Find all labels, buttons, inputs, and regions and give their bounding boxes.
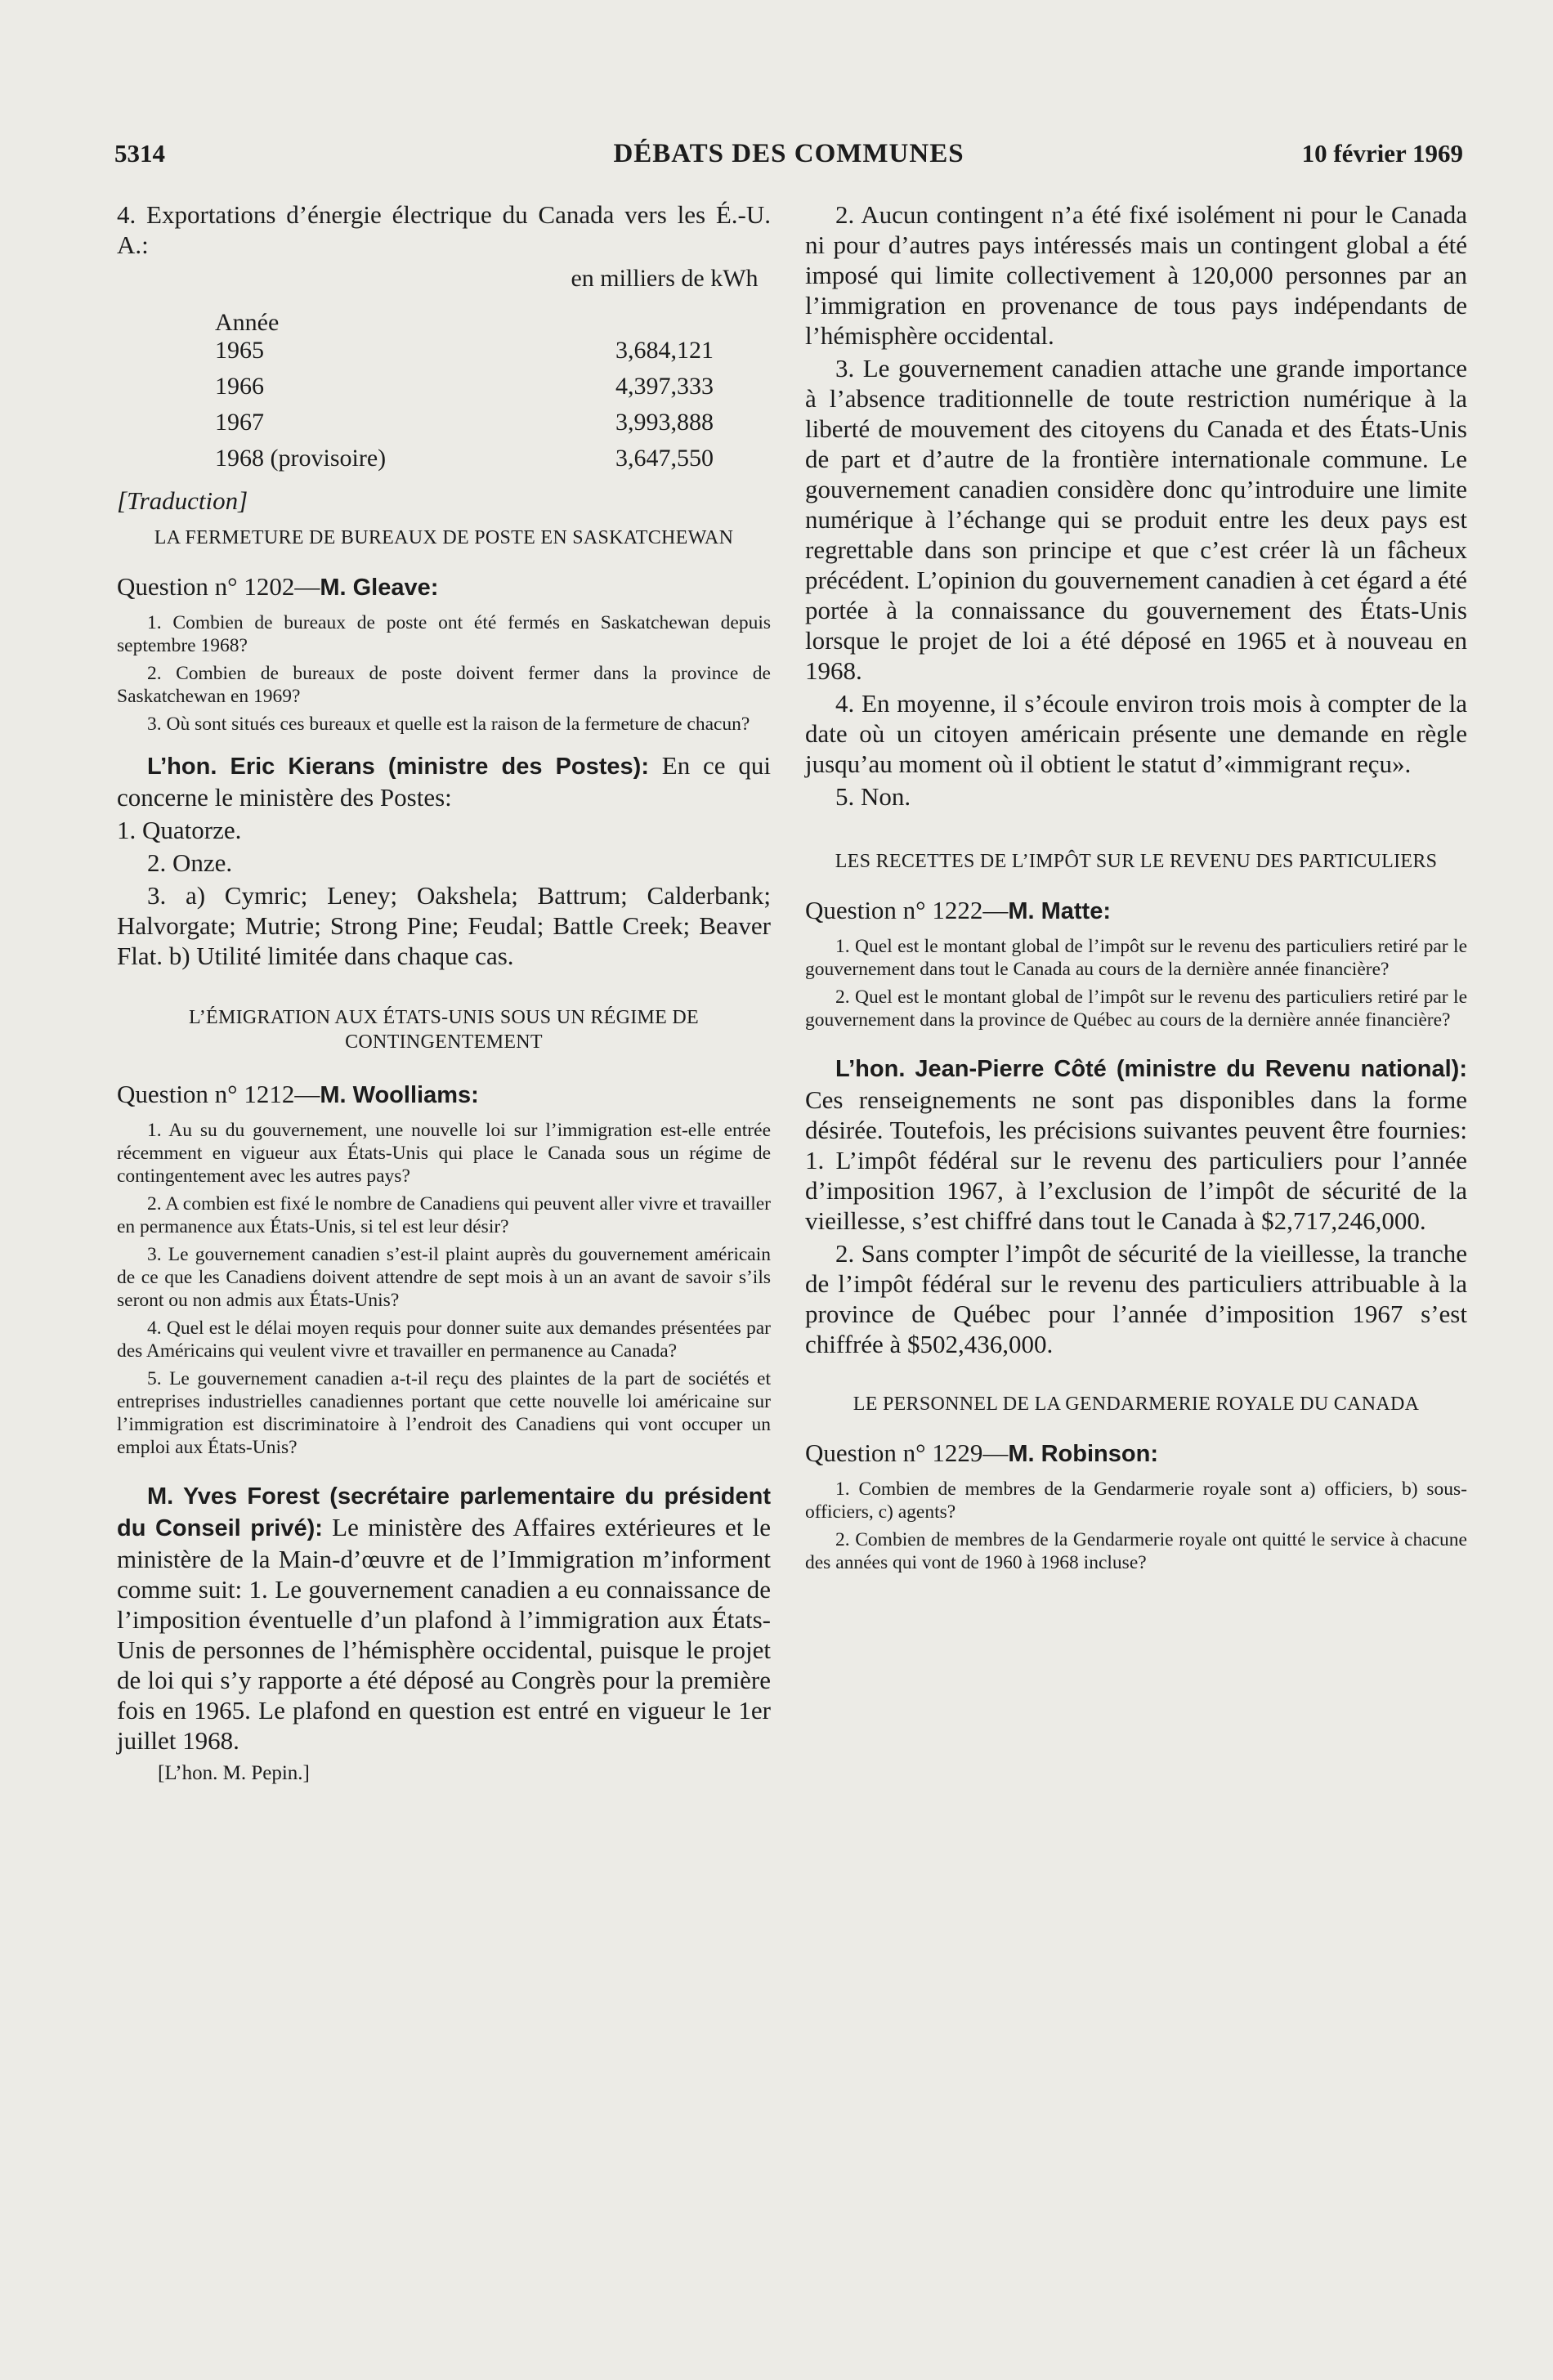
answer-paragraph: 4. En moyenne, il s’écoule environ trois mois à compter de la date où un citoyen américain présente une demande en règle jusqu’au moment où il obtient le statut d’«immigrant reçu». [805, 689, 1467, 778]
question-item: 1. Au su du gouvernement, une nouvelle loi sur l’immigration est-elle entrée récemment en vigueur aux États-Unis qui place le Canada sous un régime de contingentement avec les autres pays? [117, 1120, 771, 1187]
question-line: Question n° 1202—M. Gleave: [117, 572, 439, 601]
speaker-tag: [L’hon. M. Pepin.] [158, 1762, 310, 1784]
answer-paragraph: 5. Non. [835, 782, 911, 811]
answer-paragraph: 2. Aucun contingent n’a été fixé isolément ni pour le Canada ni pour d’autres pays intéressés mais un contingent global a été imposé qui limite collectivement à 120,000 personnes par an l’immigration en provenance de tous pays indépendants de l’hémisphère occidental. [805, 200, 1467, 350]
table-row: 1968 (provisoire) 3,647,550 [215, 445, 714, 472]
table-row: 1967 3,993,888 [215, 409, 714, 436]
question-item: 2. Combien de membres de la Gendarmerie royale ont quitté le service à chacune des années qui vont de 1960 à 1968 incluse? [805, 1529, 1467, 1573]
right-column [805, 199, 1467, 1579]
question-line: Question n° 1222—M. Matte: [805, 896, 1112, 924]
question-line: Question n° 1212—M. Woolliams: [117, 1080, 479, 1108]
exports-intro: 4. Exportations d’énergie électrique du Canada vers les É.-U. A.: [117, 200, 771, 259]
section-heading: L’ÉMIGRATION AUX ÉTATS-UNIS SOUS UN RÉGIME DE CONTINGENTEMENT [188, 1007, 700, 1053]
question-item: 3. Le gouvernement canadien s’est-il plaint auprès du gouvernement américain de ce que les Canadiens doivent attendre de sept mois à un an avant de savoir s’ils seront ou non admis aux États-Unis? [117, 1244, 771, 1311]
table-row: 1966 4,397,333 [215, 373, 714, 400]
section-heading: LA FERMETURE DE BUREAUX DE POSTE EN SASKATCHEWAN [154, 527, 734, 548]
question-item: 2. Quel est le montant global de l’impôt sur le revenu des particuliers retiré par le gouvernement dans la province de Québec au cours de la dernière année financière? [805, 986, 1467, 1031]
question-item: 2. A combien est fixé le nombre de Canadiens qui peuvent aller vivre et travailler en permanence aux États-Unis, si tel est leur désir? [117, 1193, 771, 1237]
left-column [117, 199, 771, 1785]
traduction-note: [Traduction] [117, 486, 248, 515]
question-line: Question n° 1229—M. Robinson: [805, 1438, 1158, 1467]
section-heading: LES RECETTES DE L’IMPÔT SUR LE REVENU DES PARTICULIERS [835, 851, 1438, 872]
table-row: 1965 3,684,121 [215, 337, 714, 364]
question-item: 4. Quel est le délai moyen requis pour donner suite aux demandes présentées par des Américains qui veulent vivre et travailler en permanence au Canada? [117, 1318, 771, 1362]
answer-paragraph: 3. Le gouvernement canadien attache une grande importance à l’absence traditionnelle de toute restriction numérique à la liberté de mouvement des citoyens du Canada et des États-Unis de part et d’autre de la frontière internationale commune. Le gouvernement canadien considère donc qu’introduire une limite numérique à l’échange qui se produit entre les deux pays est regrettable dans son principe et que c’est créer là un fâcheux précédent. L’opinion du gouvernement canadien à cet égard a été portée à la connaissance du gouvernement des États-Unis lorsque le projet de loi a été déposé en 1965 et à nouveau en 1968. [805, 354, 1467, 685]
section-heading: LE PERSONNEL DE LA GENDARMERIE ROYALE DU CANADA [853, 1394, 1420, 1415]
table-year-header: Année [215, 309, 280, 336]
answer-paragraph: L’hon. Eric Kierans (ministre des Postes): En ce qui concerne le ministère des Postes: [117, 751, 771, 812]
table-unit: en milliers de kWh [571, 265, 759, 292]
answer-item: 1. Quatorze. [117, 816, 242, 844]
publication-title: DÉBATS DES COMMUNES [613, 139, 964, 168]
answer-paragraph: L’hon. Jean-Pierre Côté (ministre du Revenu national): Ces renseignements ne sont pas disponibles dans la forme désirée. Toutefois, les précisions suivantes peuvent être fournies: 1. L’impôt fédéral sur le revenu des particuliers pour l’année d’imposition 1967, à l’exclusion de l’impôt de sécurité de la vieillesse, s’est chiffré dans tout le Canada à $2,717,246,000. [805, 1056, 1467, 1235]
issue-date: 10 février 1969 [1301, 139, 1463, 168]
page-number: 5314 [114, 139, 165, 168]
answer-item: 3. a) Cymric; Leney; Oakshela; Battrum; Calderbank; Halvorgate; Mutrie; Strong Pine; Feudal; Battle Creek; Beaver Flat. b) Utilité limitée dans chaque cas. [117, 881, 771, 970]
question-item: 1. Combien de membres de la Gendarmerie royale sont a) officiers, b) sous-officiers, c) agents? [805, 1479, 1467, 1523]
answer-paragraph: 2. Sans compter l’impôt de sécurité de la vieillesse, la tranche de l’impôt fédéral sur le revenu des particuliers attribuable à la province de Québec pour l’année d’imposition 1967 s’est chiffrée à $502,436,000. [805, 1239, 1467, 1358]
question-item: 2. Combien de bureaux de poste doivent fermer dans la province de Saskatchewan en 1969? [117, 663, 771, 707]
exports-table [117, 265, 771, 481]
question-item: 1. Combien de bureaux de poste ont été fermés en Saskatchewan depuis septembre 1968? [117, 612, 771, 656]
question-item: 5. Le gouvernement canadien a-t-il reçu des plaintes de la part de sociétés et entreprises industrielles canadiennes portant que cette nouvelle loi américaine sur l’immigration est discriminatoire à l’endroit des Canadiens qui vont occuper un emploi aux États-Unis? [117, 1368, 771, 1458]
answer-item: 2. Onze. [147, 848, 233, 877]
running-header [114, 139, 1463, 175]
question-item: 3. Où sont situés ces bureaux et quelle est la raison de la fermeture de chacun? [147, 714, 750, 735]
question-item: 1. Quel est le montant global de l’impôt sur le revenu des particuliers retiré par le gouvernement dans tout le Canada au cours de la dernière année financière? [805, 936, 1467, 980]
answer-paragraph: M. Yves Forest (secrétaire parlementaire du président du Conseil privé): Le ministère des Affaires extérieures et le ministère de la Main-d’œuvre et de l’Immigration m’informent comme suit: 1. Le gouvernement canadien a eu connaissance de l’imposition éventuelle d’un plafond à l’immigration aux États-Unis de personnes de l’hémisphère occidental, puisque le projet de loi qui s’y rapporte a été déposé au Congrès pour la première fois en 1965. Le plafond en question est entré en vigueur le 1er juillet 1968. [117, 1483, 771, 1755]
